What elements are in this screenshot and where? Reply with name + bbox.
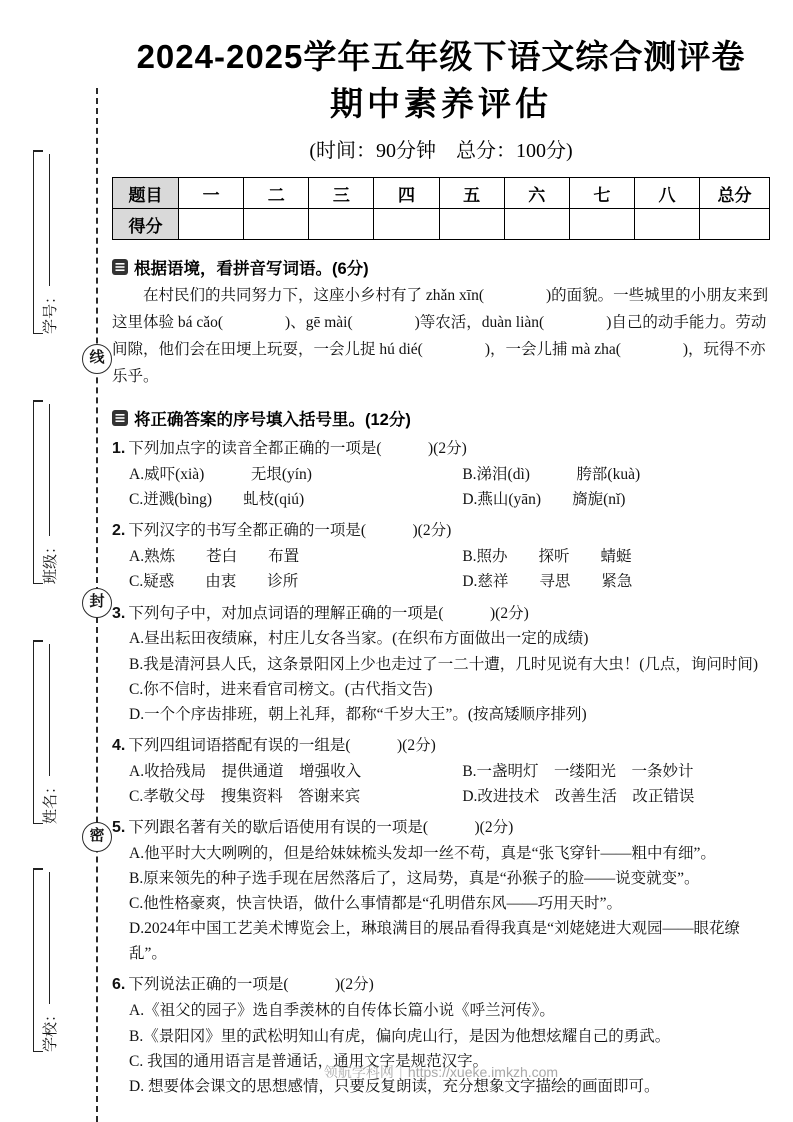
question-number: 6. — [112, 976, 126, 994]
score-table-header-cell: 五 — [439, 178, 504, 209]
question-1 — [112, 436, 770, 512]
score-table-header-cell: 三 — [309, 178, 374, 209]
question-1-options — [112, 462, 770, 512]
option-b: B.原来领先的种子选手现在居然落后了，这局势，真是“孙猴子的脸——说变就变”。 — [129, 870, 700, 888]
option-b: B.涕泪(dì) 胯部(kuà) — [462, 466, 641, 484]
question-4 — [112, 733, 770, 809]
question-number: 2. — [112, 522, 126, 540]
score-cell — [179, 209, 244, 240]
option-d: D.慈祥 寻思 紧急 — [462, 573, 633, 591]
question-stem-text: 下列说法正确的一项是( )(2分) — [128, 976, 374, 994]
score-cell — [309, 209, 374, 240]
question-4-stem — [112, 733, 770, 759]
question-stem-text: 下列跟名著有关的歇后语使用有误的一项是( )(2分) — [128, 819, 514, 837]
page-title: 2024-2025学年五年级下语文综合测评卷 — [136, 38, 746, 75]
question-3 — [112, 601, 770, 727]
question-5 — [112, 815, 770, 966]
question-stem-text: 下列句子中，对加点词语的理解正确的一项是( )(2分) — [128, 604, 529, 622]
question-3-options — [112, 626, 770, 726]
option-a: A.收拾残局 提供通道 增强收入 — [129, 762, 362, 780]
option-c: C.你不信时，进来看官司榜文。(古代指文告) — [129, 680, 433, 698]
option-a: A.威吓(xià) 无垠(yín) — [129, 466, 312, 484]
page-subtitle: 期中素养评估 — [330, 84, 552, 122]
seal-label-name: 姓名： — [42, 778, 59, 824]
seal-blank-line — [49, 404, 50, 536]
score-row-label: 得分 — [113, 209, 179, 240]
option-b: B.《景阳冈》里的武松明知山有虎，偏向虎山行，是因为他想炫耀自己的勇武。 — [129, 1027, 671, 1045]
score-table-header-cell: 八 — [634, 178, 699, 209]
score-cell — [700, 209, 770, 240]
option-b: B.我是清河县人氏，这条景阳冈上少也走过了一二十遭，几时见说有大虫！(几点，询问时间) — [129, 655, 759, 673]
question-1-stem — [112, 436, 770, 462]
option-c: C. 我国的通用语言是普通话，通用文字是规范汉字。 — [129, 1052, 489, 1070]
seal-blank-line — [49, 872, 50, 1004]
score-table-header-cell: 总分 — [700, 178, 770, 209]
seal-field-school — [33, 868, 59, 1052]
watermark: 领航学科网｜https://xueke.imkzh.com — [323, 1064, 559, 1080]
section-1-header — [112, 255, 770, 279]
booklet-icon — [112, 259, 128, 275]
question-stem-text: 下列加点字的读音全都正确的一项是( )(2分) — [128, 440, 467, 458]
option-d: D.改进技术 改善生活 改正错误 — [462, 787, 695, 805]
question-5-stem — [112, 815, 770, 841]
seal-field-name — [33, 640, 59, 824]
question-stem-text: 下列汉字的书写全都正确的一项是( )(2分) — [128, 522, 452, 540]
score-table-header-cell: 二 — [244, 178, 309, 209]
option-a: A.他平时大大咧咧的，但是给妹妹梳头发却一丝不苟，真是“张飞穿针——粗中有细”。 — [129, 844, 716, 862]
option-a: A.熟炼 苍白 布置 — [129, 548, 300, 566]
score-table-header-row — [113, 178, 770, 209]
seal-label-student-id: 学号： — [42, 288, 59, 334]
section-2-title: 将正确答案的序号填入括号里。(12分) — [134, 411, 411, 430]
score-table-corner: 题目 — [113, 178, 179, 209]
question-number: 5. — [112, 819, 126, 837]
option-c: C.疑惑 由衷 诊所 — [129, 573, 299, 591]
section-1-title: 根据语境，看拼音写词语。(6分) — [134, 260, 369, 279]
score-table-score-row — [113, 209, 770, 240]
option-b: B.一盏明灯 一缕阳光 一条妙计 — [462, 762, 694, 780]
seal-mark-xian: 线 — [82, 344, 112, 374]
seal-blank-line — [49, 644, 50, 776]
option-c: C.他性格豪爽，快言快语，做什么事情都是“孔明借东风——巧用天时”。 — [129, 895, 622, 913]
section-2-header — [112, 406, 770, 430]
score-cell — [634, 209, 699, 240]
score-table-header-cell: 一 — [179, 178, 244, 209]
seal-field-class — [33, 400, 59, 584]
score-cell — [439, 209, 504, 240]
main-content — [112, 36, 770, 1099]
option-c: C.迸溅(bìng) 虬枝(qiú) — [129, 491, 305, 509]
option-c: C.孝敬父母 搜集资料 答谢来宾 — [129, 787, 361, 805]
option-d: D.2024年中国工艺美术博览会上，琳琅满目的展品看得我真是“刘姥姥进大观园——眼花缭乱”。 — [129, 920, 740, 963]
option-b: B.照办 探听 蜻蜓 — [462, 548, 632, 566]
question-5-options — [112, 841, 770, 967]
score-cell — [504, 209, 569, 240]
score-table — [112, 177, 770, 240]
score-table-header-cell: 四 — [374, 178, 439, 209]
option-a: A.《祖父的园子》选自季羡林的自传体长篇小说《呼兰河传》。 — [129, 1002, 555, 1020]
section-1-body: 在村民们的共同努力下，这座小乡村有了 zhǎn xīn( )的面貌。一些城里的小朋友来到这里体验 bá cǎo( )、gē mài( )等农活，duàn liàn( )自己的动手能力。劳动间隙，他们会在田埂上玩耍，一会儿捉 hú dié( )，一会儿捕 mà zha( )，玩得不亦乐乎。 — [112, 287, 769, 386]
question-2 — [112, 518, 770, 594]
question-6-options — [112, 998, 770, 1098]
question-number: 3. — [112, 604, 126, 622]
question-4-options — [112, 759, 770, 809]
option-a: A.昼出耘田夜绩麻，村庄儿女各当家。(在织布方面做出一定的成绩) — [129, 630, 589, 648]
option-d: D.燕山(yān) 旖旎(nǐ) — [462, 491, 626, 509]
question-3-stem — [112, 601, 770, 627]
question-2-options — [112, 544, 770, 594]
seal-mark-feng: 封 — [82, 588, 112, 618]
question-6-stem — [112, 972, 770, 998]
score-cell — [374, 209, 439, 240]
option-d: D.一个个序齿排班，朝上礼拜，都称“千岁大王”。(按高矮顺序排列) — [129, 705, 587, 723]
question-stem-text: 下列四组词语搭配有误的一组是( )(2分) — [128, 736, 436, 754]
seal-label-school: 学校： — [42, 1006, 59, 1052]
seal-blank-line — [49, 154, 50, 286]
score-cell — [244, 209, 309, 240]
score-cell — [569, 209, 634, 240]
booklet-icon — [112, 410, 128, 426]
question-2-stem — [112, 518, 770, 544]
seal-field-student-id — [33, 150, 59, 334]
question-number: 4. — [112, 736, 126, 754]
option-d: D. 想要体会课文的思想感情，只要反复朗读，充分想象文字描绘的画面即可。 — [129, 1077, 660, 1095]
score-table-header-cell: 七 — [569, 178, 634, 209]
seal-mark-mi: 密 — [82, 822, 112, 852]
score-table-header-cell: 六 — [504, 178, 569, 209]
question-number: 1. — [112, 440, 126, 458]
exam-meta: (时间：90分钟 总分：100分) — [309, 140, 573, 163]
seal-label-class: 班级： — [42, 538, 59, 584]
